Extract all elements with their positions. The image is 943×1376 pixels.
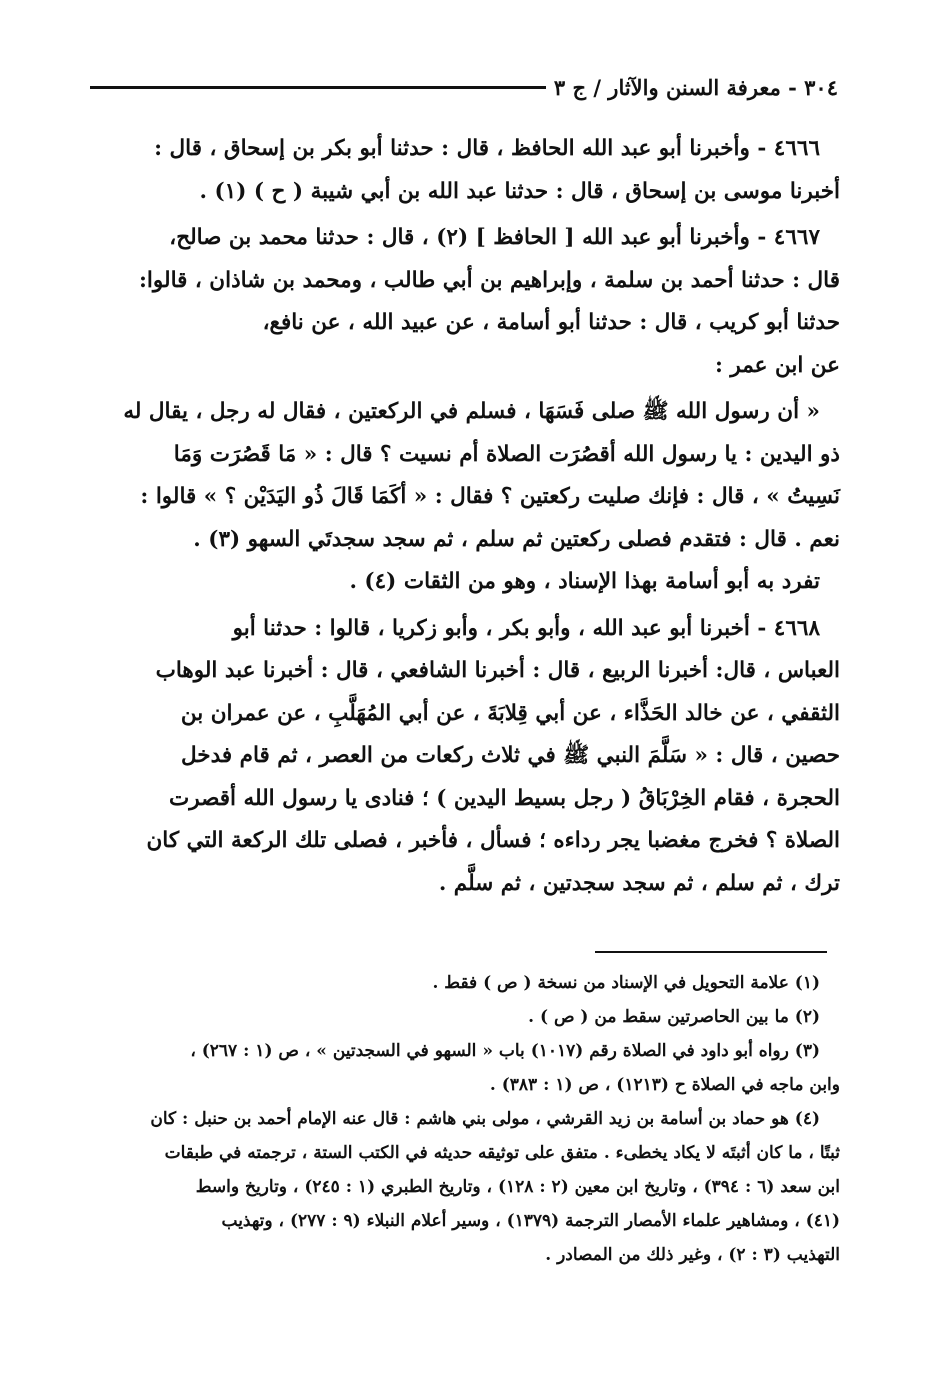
- hadith-4667-line: عن ابن عمر :: [714, 352, 840, 378]
- hadith-4667-line: قال : حدثنا أحمد بن سلمة ، وإبراهيم بن أبي طالب ، ومحمد بن شاذان ، قالوا:: [139, 267, 840, 293]
- footnote-2: (٢) ما بين الحاصرتين سقط من ( ص ) .: [528, 1007, 820, 1027]
- hadith-text-line: ذو اليدين : يا رسول الله أقصُرَت الصلاة أم نسيت ؟ قال : « مَا قَصُرَت وَمَا: [173, 441, 840, 467]
- hadith-4666-line: ٤٦٦٦ - وأخبرنا أبو عبد الله الحافظ ، قال : حدثنا أبو بكر بن إسحاق ، قال :: [154, 136, 820, 161]
- hadith-4668-line: العباس ، قال: أخبرنا الربيع ، قال : أخبرنا الشافعي ، قال : أخبرنا عبد الوهاب: [155, 658, 840, 683]
- hadith-4668-line: حصين ، قال : « سَلَّمَ النبي ﷺ في ثلاث ركعات من العصر ، ثم قام فدخل: [181, 743, 840, 768]
- header-rule: [90, 86, 546, 89]
- hadith-text-line: « أن رسول الله ﷺ صلى فَسَهَا ، فسلم في الركعتين ، فقال له رجل ، يقال له: [123, 399, 820, 424]
- footnote-1: (١) علامة التحويل في الإسناد من نسخة ( ص ) فقط .: [432, 973, 820, 993]
- hadith-text-line: نَسِيتُ » ، قال : فإنك صليت ركعتين ؟ فقال : « أكَمَا قَالَ ذُو اليَدَيْن ؟ » قالوا :: [140, 484, 840, 509]
- isnad-comment: تفرد به أبو أسامة بهذا الإسناد ، وهو من الثقات (٤) .: [349, 569, 820, 594]
- hadith-text-line: نعم . قال : فتقدم فصلى ركعتين ثم سلم ، ثم سجد سجدتَي السهو (٣) .: [193, 526, 840, 552]
- hadith-4667-line: حدثنا أبو كريب ، قال : حدثنا أبو أسامة ، عن عبيد الله ، عن نافع،: [262, 310, 840, 335]
- footnote-3-line: وابن ماجه في الصلاة ح (١٢١٣) ، ص (١ : ٣٨٣) .: [489, 1075, 840, 1095]
- footnote-rule: [595, 951, 827, 953]
- hadith-4666-line: أخبرنا موسى بن إسحاق ، قال : حدثنا عبد الله بن أبي شيبة ( ح ) (١) .: [199, 178, 840, 204]
- hadith-4668-line: الصلاة ؟ فخرج مغضبا يجر رداءه ؛ فسأل ، فأخبر ، فصلى تلك الركعة التي كان: [146, 828, 840, 853]
- running-title: ٣٠٤ - معرفة السنن والآثار / ج ٣: [553, 74, 838, 100]
- footnote-4-line: ابن سعد (٦ : ٣٩٤) ، وتاريخ ابن معين (٢ : ١٢٨) ، وتاريخ الطبري (١ : ٢٤٥) ، وتاريخ واسط: [195, 1177, 840, 1197]
- footnote-4-line: (٤) هو حماد بن أسامة بن زيد القرشي ، مولى بني هاشم : قال عنه الإمام أحمد بن حنبل : كان: [150, 1109, 820, 1129]
- footnote-4-line: ثبتًا ، ما كان أثبتَه لا يكاد يخطىء . متفق على توثيقه حديثه في الكتب الستة ، ترجمته في طبقات: [164, 1143, 840, 1163]
- hadith-4668-line: الثقفي ، عن خالد الحَذَّاء ، عن أبي قِلابَةَ ، عن أبي المُهَلَّبِ ، عن عمران بن: [180, 700, 840, 726]
- hadith-4668-line: ترك ، ثم سلم ، ثم سجد سجدتين ، ثم سلَّم .: [438, 870, 840, 896]
- footnote-4-line: (٤١) ، ومشاهير علماء الأمصار الترجمة (١٣٧٩) ، وسير أعلام النبلاء (٩ : ٢٧٧) ، وتهذيب: [221, 1211, 840, 1231]
- main-text: [88, 128, 840, 905]
- footnotes: [88, 966, 840, 1272]
- hadith-4667-line: ٤٦٦٧ - وأخبرنا أبو عبد الله [ الحافظ ] (٢) ، قال : حدثنا محمد بن صالح،: [169, 225, 820, 250]
- hadith-4668-line: الحجرة ، فقام الخِرْبَاقُ ( رجل بسيط اليدين ) ؛ فنادى يا رسول الله أقصرت: [168, 785, 840, 811]
- running-header: [90, 72, 838, 102]
- footnote-4-line: التهذيب (٣ : ٢) ، وغير ذلك من المصادر .: [545, 1245, 840, 1265]
- hadith-4668-line: ٤٦٦٨ - أخبرنا أبو عبد الله ، وأبو بكر ، وأبو زكريا ، قالوا : حدثنا أبو: [232, 615, 820, 641]
- footnote-3-line: (٣) رواه أبو داود في الصلاة رقم (١٠١٧) باب « السهو في السجدتين » ، ص (١ : ٢٦٧) ،: [190, 1041, 820, 1061]
